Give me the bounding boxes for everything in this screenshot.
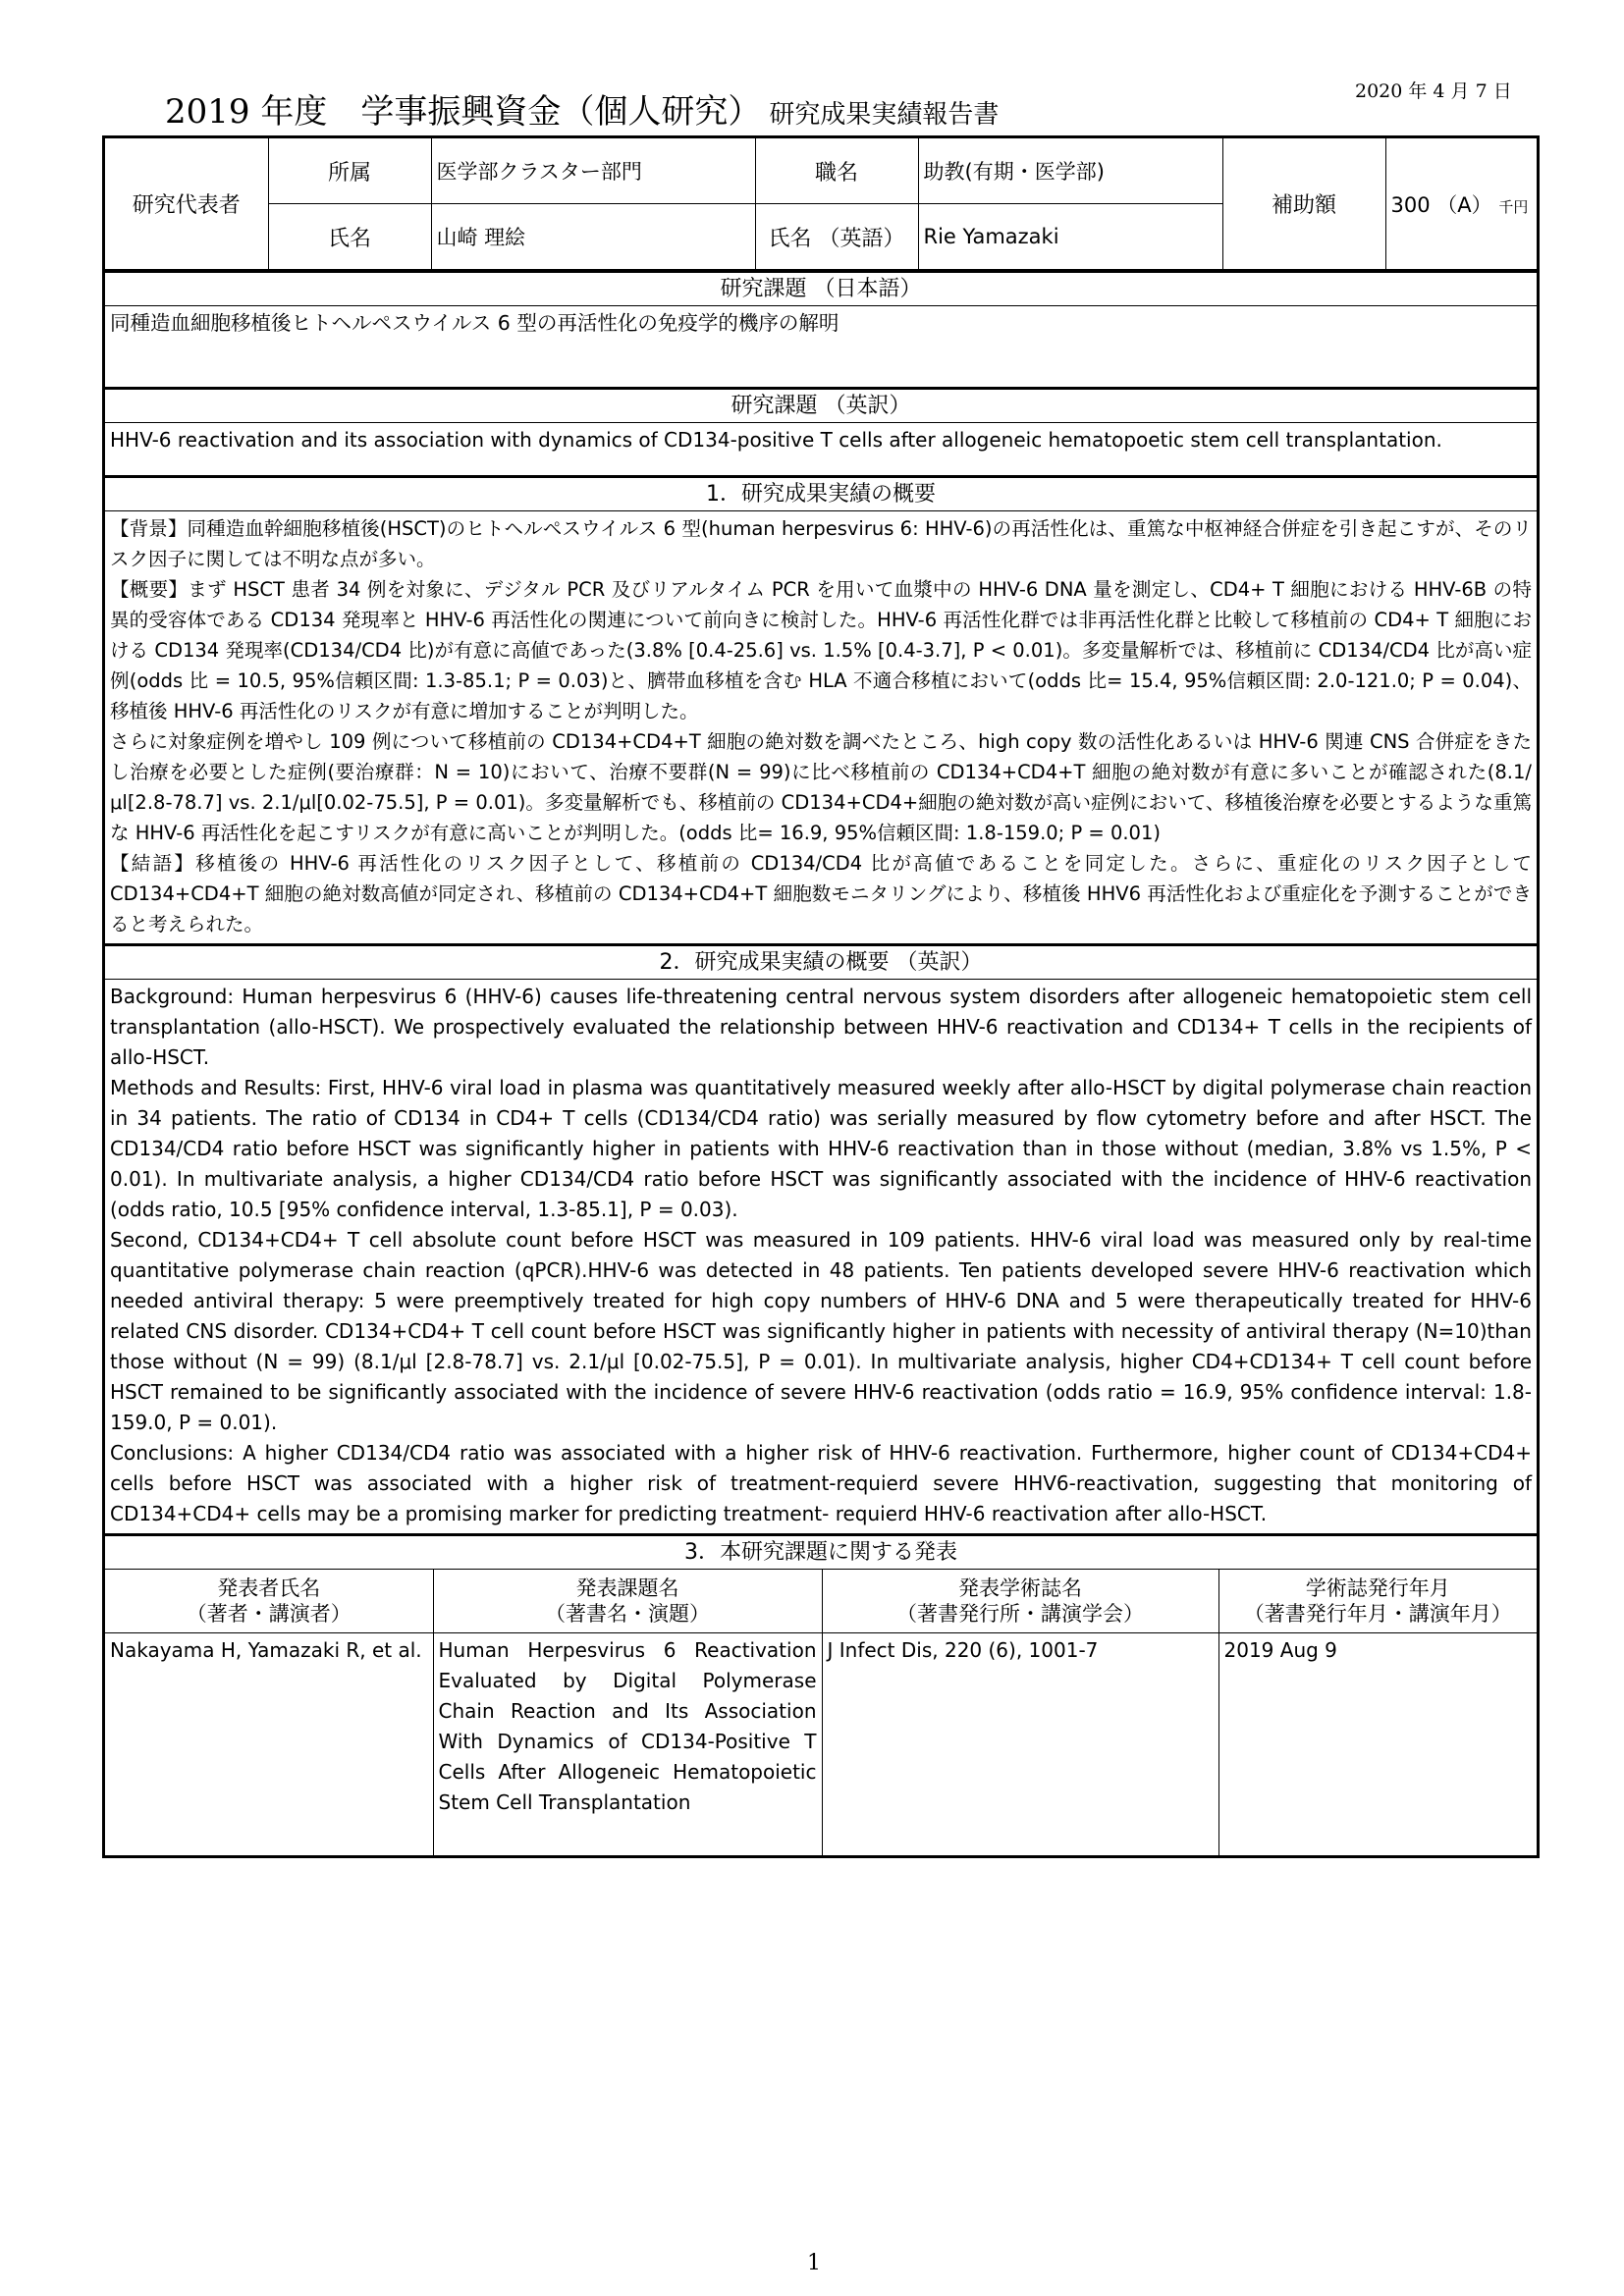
col-header-line2: （著書発行所・講演学会）: [896, 1602, 1144, 1626]
grant-unit: 千円: [1498, 197, 1529, 216]
topic-en-text: HHV-6 reactivation and its association with dynamics of CD134-positive T cells after allogeneic hematopoetic stem cell transplantation.: [110, 428, 1442, 452]
summary-jp-overview: 【概要】まず HSCT 患者 34 例を対象に、デジタル PCR 及びリアルタイム PCR を用いて血漿中の HHV-6 DNA 量を測定し、CD4+ T 細胞における HHV-6B の特異的受容体である CD134 発現率と HHV-6 再活性化の関連について前向きに検討した。HHV-6 再活性化群では非再活性化群と比較して移植前の CD4+ T 細胞における CD134 発現率(CD134/CD4 比)が有意に高値であった(3.8% [0.4-25.6] vs. 1.5% [0.4-3.7], P < 0.01)。多変量解析では、移植前に CD134/CD4 比が高い症例(odds 比 = 10.5, 95%信頼区間: 1.3-85.1; P = 0.03)と、臍帯血移植を含む HLA 不適合移植において(odds 比= 15.4, 95%信頼区間: 2.0-121.0; P = 0.04)、移植後 HHV-6 再活性化のリスクが有意に増加することが判明した。: [110, 578, 1532, 722]
col-header-line1: 発表者氏名: [217, 1576, 321, 1600]
page-title: [165, 84, 999, 133]
report-date: 2020 年 4 月 7 日: [1355, 80, 1512, 102]
report-form: [102, 135, 1540, 1858]
publication-journal: J Infect Dis, 220 (6), 1001-7: [822, 1633, 1218, 1856]
summary-jp-background: 【背景】同種造血幹細胞移植後(HSCT)のヒトヘルペスウイルス 6 型(human herpesvirus 6: HHV-6)の再活性化は、重篤な中枢神経合併症を引き起こすが、そのリスク因子に関しては不明な点が多い。: [110, 517, 1532, 570]
summary-en-body: [105, 980, 1537, 1533]
affiliation-value: 医学部クラスター部門: [431, 138, 755, 204]
publications-heading: 3．本研究課題に関する発表: [105, 1533, 1537, 1570]
col-journal-header: [822, 1570, 1218, 1633]
summary-jp-conclusion: 【結語】移植後の HHV-6 再活性化のリスク因子として、移植前の CD134/CD4 比が高値であることを同定した。さらに、重症化のリスク因子として CD134+CD4+T 細胞の絶対数高値が同定され、移植前の CD134+CD4+T 細胞数モニタリングにより、移植後 HHV6 再活性化および重症化を予測することができると考えられた。: [110, 852, 1532, 935]
page-number: 1: [807, 2251, 821, 2275]
col-header-line2: （著書名・演題）: [545, 1602, 710, 1626]
summary-en-methods: Methods and Results: First, HHV-6 viral load in plasma was quantitatively measured weekly after allo-HSCT by digital polymerase chain reaction in 34 patients. The ratio of CD134 in CD4+ T cells (CD134/CD4 ratio) was serially measured by flow cytometry before and after HSCT. The CD134/CD4 ratio before HSCT was significantly higher in patients with HHV-6 reactivation than in those without (median, 3.8% vs 1.5%, P < 0.01). In multivariate analysis, a higher CD134/CD4 ratio before HSCT was significantly associated with the incidence of HHV-6 reactivation (odds ratio, 10.5 [95% confidence interval, 1.3-85.1], P = 0.03).: [110, 1076, 1532, 1221]
publications-table: [105, 1570, 1537, 1855]
col-header-line1: 発表課題名: [575, 1576, 679, 1600]
col-authors-header: [105, 1570, 433, 1633]
col-header-line1: 学術誌発行年月: [1305, 1576, 1450, 1600]
summary-jp-body: [105, 511, 1537, 943]
summary-en-conclusions: Conclusions: A higher CD134/CD4 ratio was associated with a higher risk of HHV-6 reactivation. Furthermore, higher count of CD134+CD4+ cells before HSCT was associated with a higher risk of treatment-requierd severe HHV6-reactivation, suggesting that monitoring of CD134+CD4+ cells may be a promising marker for predicting treatment- requierd HHV-6 reactivation after allo-HSCT.: [110, 1441, 1532, 1525]
col-header-line2: （著書発行年月・講演年月）: [1243, 1602, 1512, 1626]
representative-label: 研究代表者: [105, 138, 268, 270]
researcher-info-table: [105, 138, 1537, 270]
summary-jp-further: さらに対象症例を増やし 109 例について移植前の CD134+CD4+T 細胞の絶対数を調べたところ、high copy 数の活性化あるいは HHV-6 関連 CNS 合併症をきたし治療を必要とした症例(要治療群：N = 10)において、治療不要群(N = 99)に比べ移植前の CD134+CD4+T 細胞の絶対数が有意に多いことが確認された(8.1/μl[2.8-78.7] vs. 2.1/μl[0.02-75.5], P = 0.01)。多変量解析でも、移植前の CD134+CD4+細胞の絶対数が高い症例において、移植後治療を必要とするような重篤な HHV-6 再活性化を起こすリスクが有意に高いことが判明した。(odds 比= 16.9, 95%信頼区間: 1.8-159.0; P = 0.01): [110, 730, 1533, 844]
title-sub: 研究成果実績報告書: [769, 100, 1000, 130]
col-date-header: [1218, 1570, 1537, 1633]
col-header-line2: （著者・講演者）: [186, 1602, 352, 1626]
publication-date: 2019 Aug 9: [1218, 1633, 1537, 1856]
grant-label: 補助額: [1222, 138, 1385, 270]
topic-en-heading: 研究課題 （英訳）: [105, 387, 1537, 423]
summary-jp-heading: 1．研究成果実績の概要: [105, 475, 1537, 511]
name-value: 山崎 理絵: [431, 204, 755, 270]
publication-title: Human Herpesvirus 6 Reactivation Evaluated by Digital Polymerase Chain Reaction and Its Association With Dynamics of CD134-Positive T Cells After Allogeneic Hematopoietic Stem Cell Transplantation: [433, 1633, 822, 1856]
title-main: 2019 年度 学事振興資金（個人研究）: [165, 92, 762, 132]
col-header-line1: 発表学術誌名: [958, 1576, 1082, 1600]
topic-jp-text: 同種造血細胞移植後ヒトヘルペスウイルス 6 型の再活性化の免疫学的機序の解明: [110, 311, 839, 335]
grant-amount: [1385, 138, 1537, 270]
name-en-value: Rie Yamazaki: [918, 204, 1222, 270]
name-label: 氏名: [268, 204, 431, 270]
col-title-header: [433, 1570, 822, 1633]
topic-jp-heading: 研究課題 （日本語）: [105, 270, 1537, 306]
grant-value: 300 （A）: [1390, 192, 1492, 217]
summary-en-second: Second, CD134+CD4+ T cell absolute count before HSCT was measured in 109 patients. HHV-6 viral load was measured only by real-time quantitative polymerase chain reaction (qPCR).HHV-6 was detected in 48 patients. Ten patients developed severe HHV-6 reactivation which needed antiviral therapy: 5 were preemptively treated for high copy numbers of HHV-6 DNA and 5 were therapeutically treated for HHV-6 related CNS disorder. CD134+CD4+ T cell count before HSCT was significantly higher in patients with necessity of antiviral therapy (N=10)than those without (N = 99) (8.1/μl [2.8-78.7] vs. 2.1/μl [0.02-75.5], P = 0.01). In multivariate analysis, higher CD4+CD134+ T cell count before HSCT remained to be significantly associated with the incidence of severe HHV-6 reactivation (odds ratio = 16.9, 95% confidence interval: 1.8-159.0, P = 0.01).: [110, 1228, 1532, 1434]
name-en-label: 氏名 （英語）: [755, 204, 918, 270]
position-label: 職名: [755, 138, 918, 204]
summary-en-background: Background: Human herpesvirus 6 (HHV-6) causes life-threatening central nervous system disorders after allogeneic hematopoietic stem cell transplantation (allo-HSCT). We prospectively evaluated the relationship between HHV-6 reactivation and CD134+ T cells in the recipients of allo-HSCT.: [110, 985, 1532, 1069]
position-value: 助教(有期・医学部): [918, 138, 1222, 204]
affiliation-label: 所属: [268, 138, 431, 204]
table-row: [105, 1633, 1537, 1856]
publication-authors: Nakayama H, Yamazaki R, et al.: [105, 1633, 433, 1856]
summary-en-heading: 2．研究成果実績の概要 （英訳）: [105, 943, 1537, 980]
